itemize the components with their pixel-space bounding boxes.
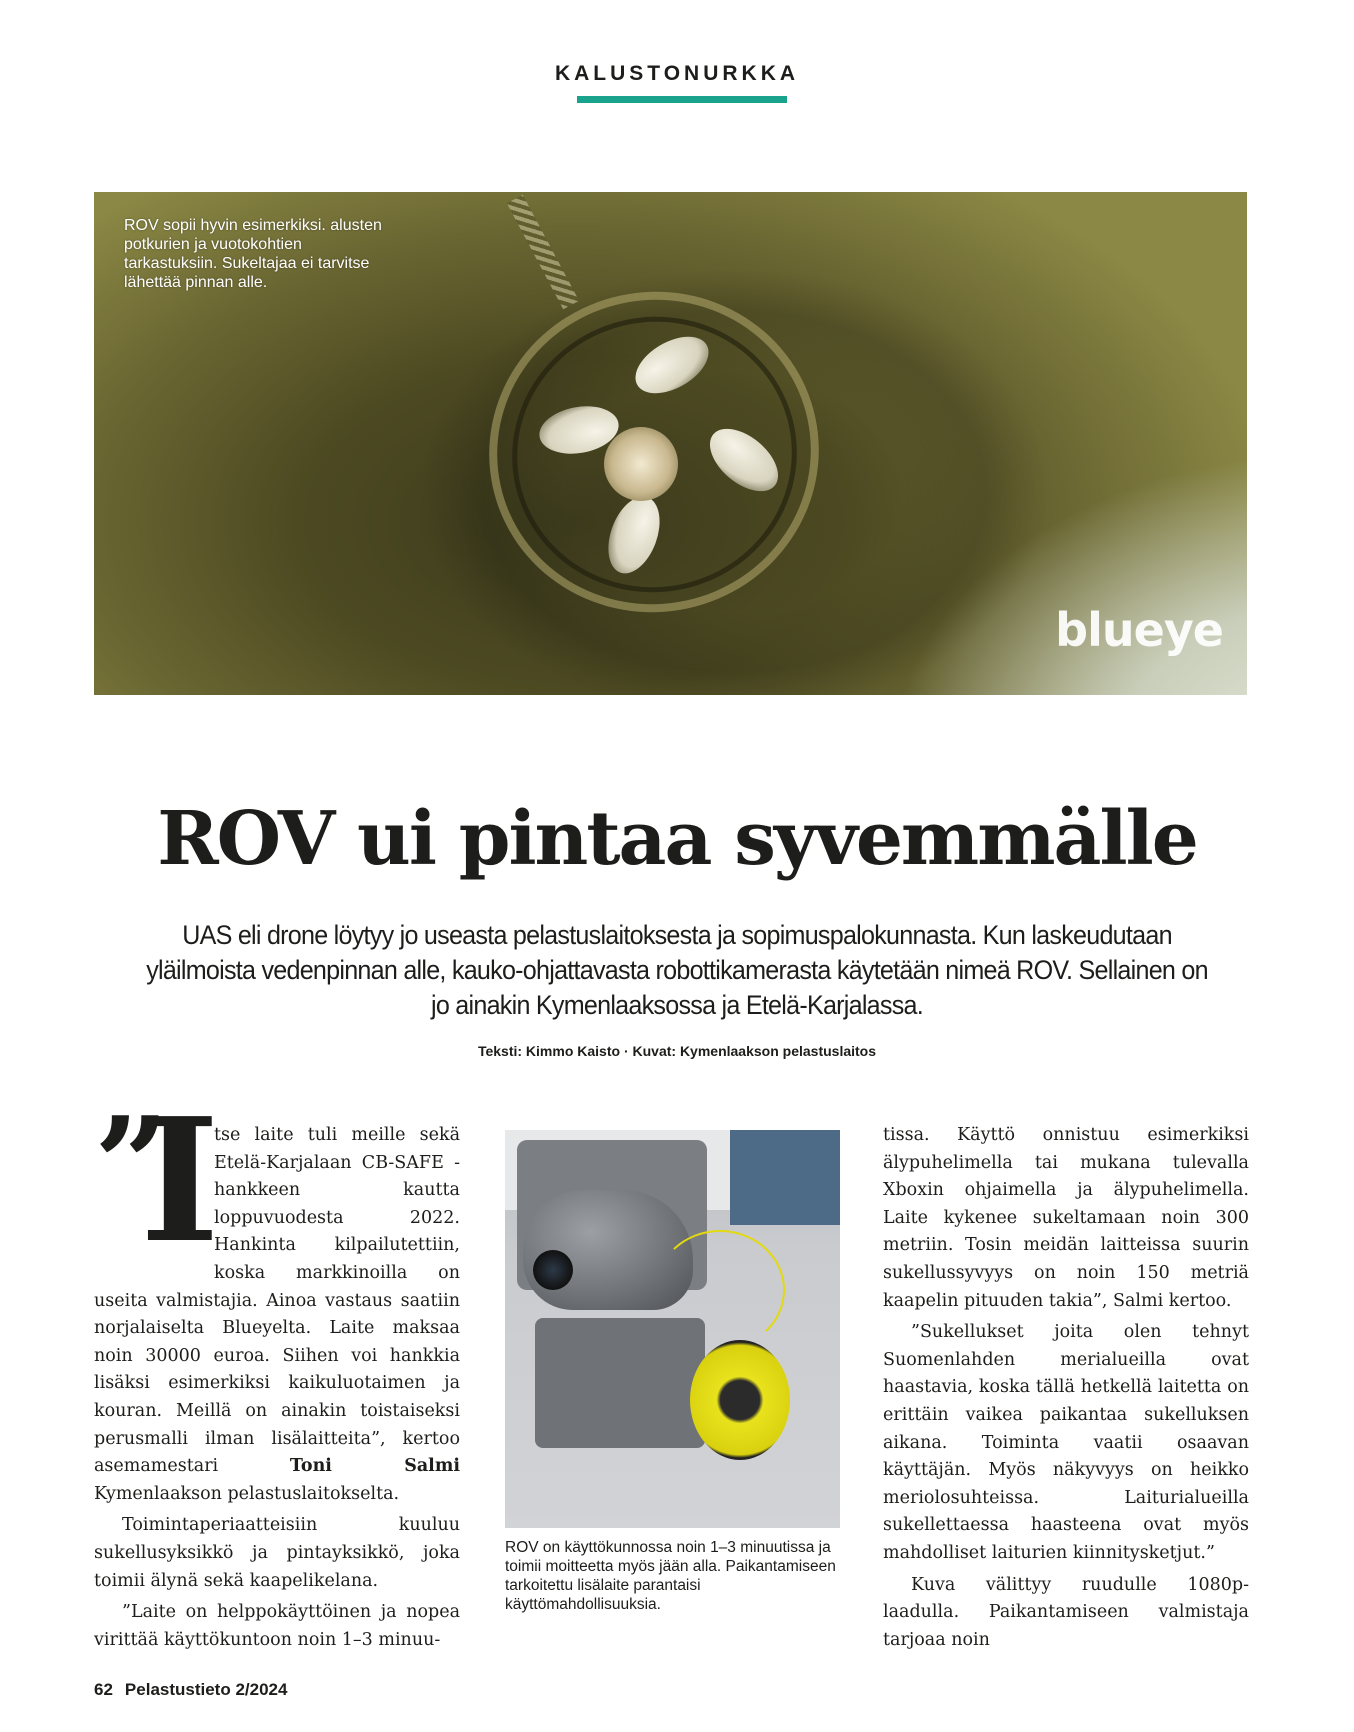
publication-name: Pelastustieto 2/2024 (124, 1680, 288, 1699)
hero-caption: ROV sopii hyvin esimerkiksi. alusten potkurien ja vuotokohtien tarkastuksiin. Sukeltajaa ei tarvitse lähettää pinnan alle. (124, 217, 382, 291)
section-accent-bar (577, 96, 787, 103)
drop-cap (94, 1081, 220, 1281)
article-lede: UAS eli drone löytyy jo useasta pelastuslaitoksesta ja sopimuspalokunnasta. Kun laskeudutaan yläilmoista vedenpinnan alle, kauko-ohjattavasta robottikamerasta käytetään nimeä ROV. Sellainen on jo ainakin Kymenlaaksossa ja Etelä-Karjalassa. (146, 920, 1208, 1020)
photo-caption: ROV on käyttökunnossa noin 1–3 minuutissa ja toimii moitteetta myös jään alla. Paikantamiseen tarkoitettu lisälaite parantaisi käyttömahdollisuuksia. (505, 1539, 836, 1613)
drop-cap-letter: I (140, 1081, 220, 1281)
text-column-3 (883, 1122, 1249, 1658)
rov-case-photo (505, 1130, 840, 1528)
paragraph: Toimintaperiaatteisiin kuuluu sukellusyksikkö ja pintayksikkö, joka toimii älynä sekä kaapelikelana. (94, 1515, 460, 1591)
paragraph: ”Sukellukset joita olen tehnyt Suomenlahden merialueilla ovat haastavia, koska tällä hetkellä laitetta on erittäin vaikea paikantaa sukelluksen aikana. Toiminta vaatii osaavan käyttäjän. Myös näkyvyys on heikko meriolosuhteissa. Laiturialueilla sukellettaessa haasteena ovat myös mahdolliset laiturien kiinnitysketjut.” (883, 1322, 1249, 1563)
rope (507, 195, 579, 309)
hero-photo (94, 192, 1247, 695)
paragraph: Kuva välittyy ruudulle 1080p-laadulla. Paikantamiseen valmistaja tarjoaa noin (883, 1574, 1249, 1650)
page-footer (94, 1680, 299, 1700)
blueye-logo: blueye (1055, 603, 1223, 657)
article-title: ROV ui pintaa syvemmälle (157, 796, 1197, 882)
cabinet (730, 1130, 840, 1225)
cable-reel (690, 1340, 790, 1460)
yellow-cable (655, 1230, 785, 1350)
paragraph: ”Laite on helppokäyttöinen ja nopea virittää käyttökuntoon noin 1–3 minuu- (94, 1602, 460, 1650)
drop-cap-quote: ” (94, 1088, 155, 1241)
propeller-hub (604, 427, 678, 501)
article-credit: Teksti: Kimmo Kaisto · Kuvat: Kymenlaakson pelastuslaitos (477, 1043, 877, 1059)
paragraph-text: Kymenlaakson pelastuslaitokselta. (94, 1483, 400, 1504)
page-number: 62 (94, 1680, 113, 1699)
text-column-1 (94, 1081, 460, 1658)
paragraph (94, 1081, 460, 1508)
paragraph: tissa. Käyttö onnistuu esimerkiksi älypuhelimella tai mukana tulevalla Xboxin ohjaimella ja älypuhelimella. Laite kykenee sukeltamaan noin 300 metriin. Tosin meidän laitteissa suurin sukellussyvyys on noin 150 metriä kaapelin pituuden takia”, Salmi kertoo. (883, 1125, 1249, 1311)
paragraph-text: tse laite tuli meille sekä Etelä-Karjalaan CB-SAFE -hankkeen kautta loppuvuodesta 2022. Hankinta kilpailutettiin, koska markkinoilla on useita valmistajia. Ainoa vastaus saatiin norjalaiselta Blueyelta. Laite maksaa noin 30000 euroa. Siihen voi hankkia lisäksi esimerkiksi kaikuluotaimen ja kouran. Meillä on ainakin toistaiseksi perusmalli ilman lisälaitteita”, kertoo asemamestari (94, 1125, 460, 1477)
section-tag: KALUSTONURKKA (554, 62, 800, 85)
person-name: Toni Salmi (289, 1456, 460, 1477)
camera-lens (533, 1250, 573, 1290)
